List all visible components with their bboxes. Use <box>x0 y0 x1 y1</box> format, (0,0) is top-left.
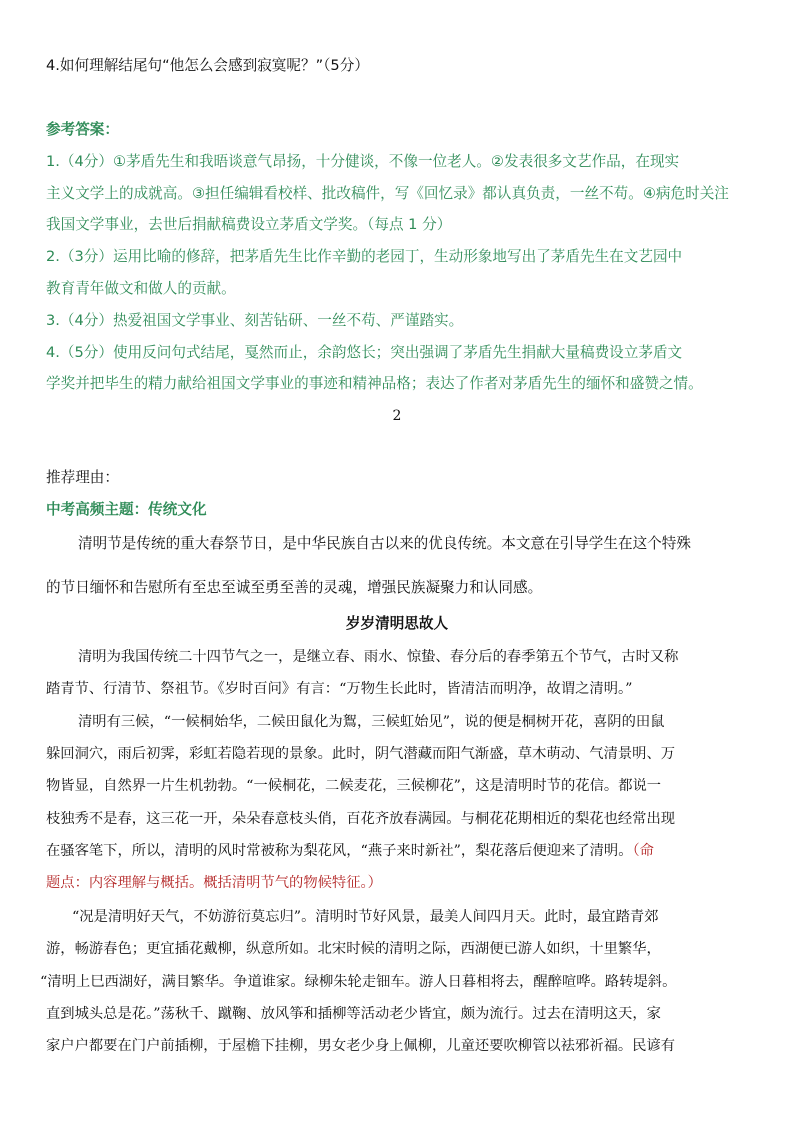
section-number: 2 <box>392 408 402 424</box>
body-line: 清明为我国传统二十四节气之一，是继立春、雨水、惊蛰、春分后的春季第五个节气，古时又称 <box>78 649 679 665</box>
body-line: 物皆显，自然界一片生机勃勃。“一候桐花，二候麦花，三候柳花”，这是清明时节的花信。都说一 <box>46 778 662 794</box>
answer-line: 2.（3分）运用比喻的修辞，把茅盾先生比作辛勤的老园丁，生动形象地写出了茅盾先生在文艺园中 <box>46 248 683 265</box>
answer-line: 教育青年做文和做人的贡献。 <box>46 280 236 297</box>
answer-line: 主义文学上的成就高。③担任编辑看校样、批改稿件，写《回忆录》都认真负责，一丝不苟。④病危时关注 <box>46 185 729 202</box>
answer-line: 我国文学事业，去世后捐献稿费设立茅盾文学奖。（每点 1 分） <box>46 216 452 233</box>
answer-heading: 参考答案： <box>46 121 119 138</box>
body-line: 游，畅游春色；更宜插花戴柳，纵意所如。北宋时候的清明之际，西湖便已游人如织，十里繁华， <box>46 941 661 957</box>
article-title: 岁岁清明思故人 <box>345 615 449 632</box>
answer-line: 学奖并把毕生的精力献给祖国文学事业的事迹和精神品格；表达了作者对茅盾先生的缅怀和盛赞之情。 <box>46 375 703 392</box>
body-line: 清明有三候，“一候桐始华，二候田鼠化为鴽，三候虹始见”，说的便是桐树开花，喜阴的田鼠 <box>78 714 665 730</box>
body-line: 直到城头总是花。”荡秋千、蹴鞠、放风筝和插柳等活动老少皆宜，颇为流行。过去在清明这天，家 <box>46 1006 661 1022</box>
topic-label: 中考高频主题：传统文化 <box>46 501 207 518</box>
body-line: 躲回洞穴，雨后初霁，彩虹若隐若现的景象。此时，阴气潜藏而阳气渐盛，草木萌动、气清景明、万 <box>46 746 676 762</box>
question-4: 4.如何理解结尾句“他怎么会感到寂寞呢？”（5分） <box>46 57 369 74</box>
body-line: “况是清明好天气，不妨游衍莫忘归”。清明时节好风景，最美人间四月天。此时，最宜踏青郊 <box>72 909 659 925</box>
body-line: “清明上巳西湖好，满目繁华。争道谁家。绿柳朱轮走钿车。游人日暮相将去，醒醉喧哗。路转堤斜。 <box>40 974 677 990</box>
answer-line: 1.（4分）①茅盾先生和我晤谈意气昂扬，十分健谈，不像一位老人。②发表很多文艺作品，在现实 <box>46 153 680 170</box>
body-line: 枝独秀不是春，这三花一开，朵朵春意枝头俏，百花齐放春满园。与桐花花期相近的梨花也经常出现 <box>46 811 676 827</box>
intro-line: 的节日缅怀和告慰所有至忠至诚至勇至善的灵魂，增强民族凝聚力和认同感。 <box>46 579 543 596</box>
body-text: 在骚客笔下，所以，清明的风时常被称为梨花风，“燕子来时新社”，梨花落后便迎来了清明。 <box>46 843 633 859</box>
note-text: 题点：内容理解与概括。概括清明节气的物候特征。） <box>46 875 382 891</box>
body-line: 踏青节、行清节、祭祖节。《岁时百问》有言：“万物生长此时，皆清洁而明净，故谓之清明。” <box>46 681 633 697</box>
intro-line: 清明节是传统的重大春祭节日，是中华民族自古以来的优良传统。本文意在引导学生在这个特殊 <box>78 535 691 552</box>
answer-line: 3.（4分）热爱祖国文学事业、刻苦钻研、一丝不苟、严谨踏实。 <box>46 312 464 329</box>
recommend-label: 推荐理由： <box>46 469 119 486</box>
body-line <box>46 840 654 860</box>
answer-line: 4.（5分）使用反问句式结尾，戛然而止，余韵悠长；突出强调了茅盾先生捐献大量稿费设立茅盾文 <box>46 344 683 361</box>
note-text: （命 <box>632 843 654 859</box>
body-line: 家户户都要在门户前插柳，于屋檐下挂柳，男女老少身上佩柳，儿童还要吹柳管以祛邪祈福。民谚有 <box>46 1038 676 1054</box>
